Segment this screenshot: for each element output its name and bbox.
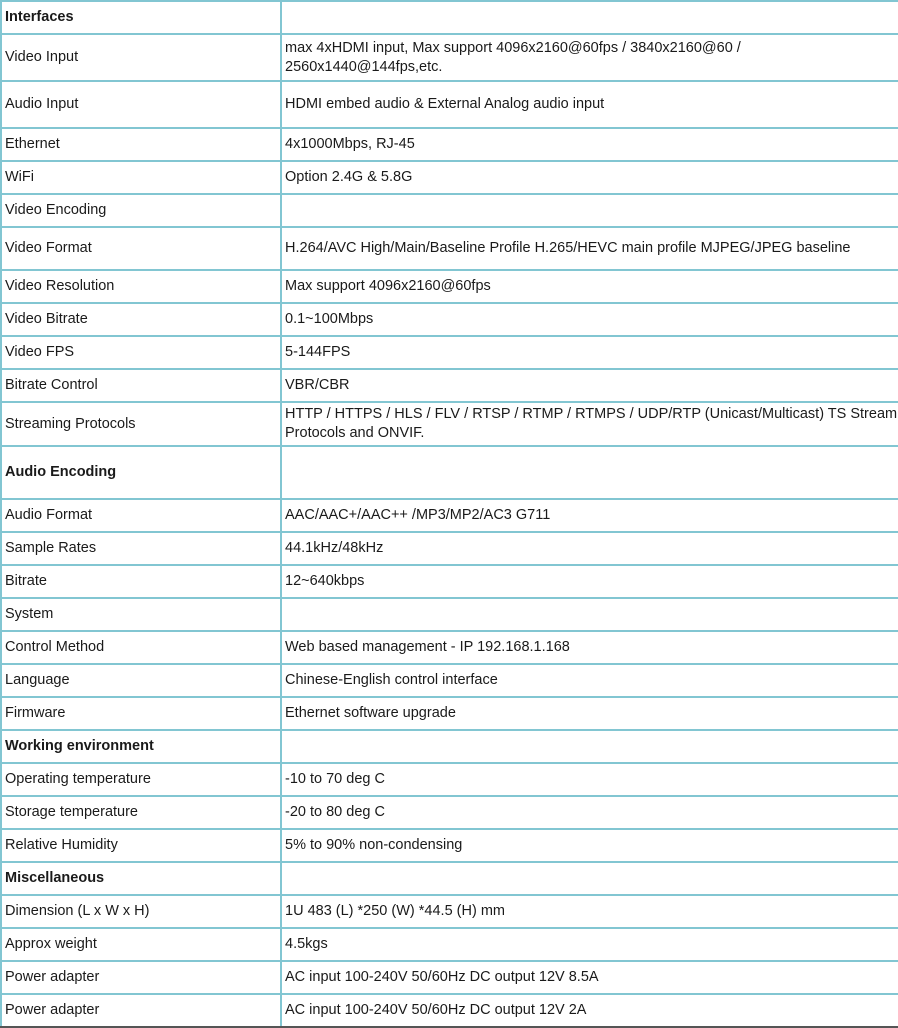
row-value: Max support 4096x2160@60fps [281,270,898,303]
table-row [1,227,898,270]
row-label: Audio Input [1,81,281,128]
row-label: Audio Encoding [1,446,281,499]
row-label: Dimension (L x W x H) [1,895,281,928]
table-row [1,895,898,928]
table-row [1,34,898,81]
row-label: Power adapter [1,961,281,994]
row-label: Power adapter [1,994,281,1027]
table-row [1,796,898,829]
row-value: max 4xHDMI input, Max support 4096x2160@60fps / 3840x2160@60 / 2560x1440@144fps,etc. [281,34,898,81]
table-row [1,336,898,369]
row-value: AAC/AAC+/AAC++ /MP3/MP2/AC3 G711 [281,499,898,532]
row-value [281,598,898,631]
table-row [1,763,898,796]
table-row [1,598,898,631]
row-label: Video Bitrate [1,303,281,336]
section-row-interfaces [1,1,898,34]
row-label: Miscellaneous [1,862,281,895]
table-row [1,369,898,402]
row-value: -20 to 80 deg C [281,796,898,829]
table-row [1,499,898,532]
row-value [281,862,898,895]
row-label: Streaming Protocols [1,402,281,446]
row-value: 5-144FPS [281,336,898,369]
row-value: Web based management - IP 192.168.1.168 [281,631,898,664]
row-label: Sample Rates [1,532,281,565]
row-value: 5% to 90% non-condensing [281,829,898,862]
table-row [1,697,898,730]
row-label: Video Resolution [1,270,281,303]
row-label: Audio Format [1,499,281,532]
row-value: AC input 100-240V 50/60Hz DC output 12V 8.5A [281,961,898,994]
row-value: 4.5kgs [281,928,898,961]
row-value: HDMI embed audio & External Analog audio input [281,81,898,128]
row-value: HTTP / HTTPS / HLS / FLV / RTSP / RTMP / RTMPS / UDP/RTP (Unicast/Multicast) TS Stream Protocols and ONVIF. [281,402,898,446]
row-value: Chinese-English control interface [281,664,898,697]
row-value [281,730,898,763]
row-value: 4x1000Mbps, RJ-45 [281,128,898,161]
row-label: Firmware [1,697,281,730]
row-label: Video Input [1,34,281,81]
table-row [1,270,898,303]
table-row [1,194,898,227]
row-value: 44.1kHz/48kHz [281,532,898,565]
table-row [1,829,898,862]
row-label: Working environment [1,730,281,763]
section-row-miscellaneous [1,862,898,895]
row-value [281,1,898,34]
row-label: Operating temperature [1,763,281,796]
row-label: Bitrate [1,565,281,598]
table-row [1,631,898,664]
row-label: Bitrate Control [1,369,281,402]
row-label: System [1,598,281,631]
table-row [1,303,898,336]
row-label: Ethernet [1,128,281,161]
row-label: Video Format [1,227,281,270]
row-label: Interfaces [1,1,281,34]
row-value: 12~640kbps [281,565,898,598]
row-value: AC input 100-240V 50/60Hz DC output 12V 2A [281,994,898,1027]
table-row [1,532,898,565]
row-label: Video Encoding [1,194,281,227]
row-value [281,194,898,227]
row-label: WiFi [1,161,281,194]
section-row-working-environment [1,730,898,763]
table-row [1,402,898,446]
row-label: Approx weight [1,928,281,961]
row-label: Language [1,664,281,697]
table-row [1,81,898,128]
table-row [1,664,898,697]
section-row-audio-encoding [1,446,898,499]
row-value: 1U 483 (L) *250 (W) *44.5 (H) mm [281,895,898,928]
table-row [1,994,898,1027]
table-row [1,161,898,194]
table-row [1,928,898,961]
row-value: VBR/CBR [281,369,898,402]
table-row [1,565,898,598]
row-label: Storage temperature [1,796,281,829]
table-row [1,128,898,161]
row-label: Video FPS [1,336,281,369]
row-label: Relative Humidity [1,829,281,862]
row-value: -10 to 70 deg C [281,763,898,796]
table-row [1,961,898,994]
row-value: H.264/AVC High/Main/Baseline Profile H.265/HEVC main profile MJPEG/JPEG baseline [281,227,898,270]
row-value [281,446,898,499]
row-value: 0.1~100Mbps [281,303,898,336]
row-value: Option 2.4G & 5.8G [281,161,898,194]
row-label: Control Method [1,631,281,664]
row-value: Ethernet software upgrade [281,697,898,730]
